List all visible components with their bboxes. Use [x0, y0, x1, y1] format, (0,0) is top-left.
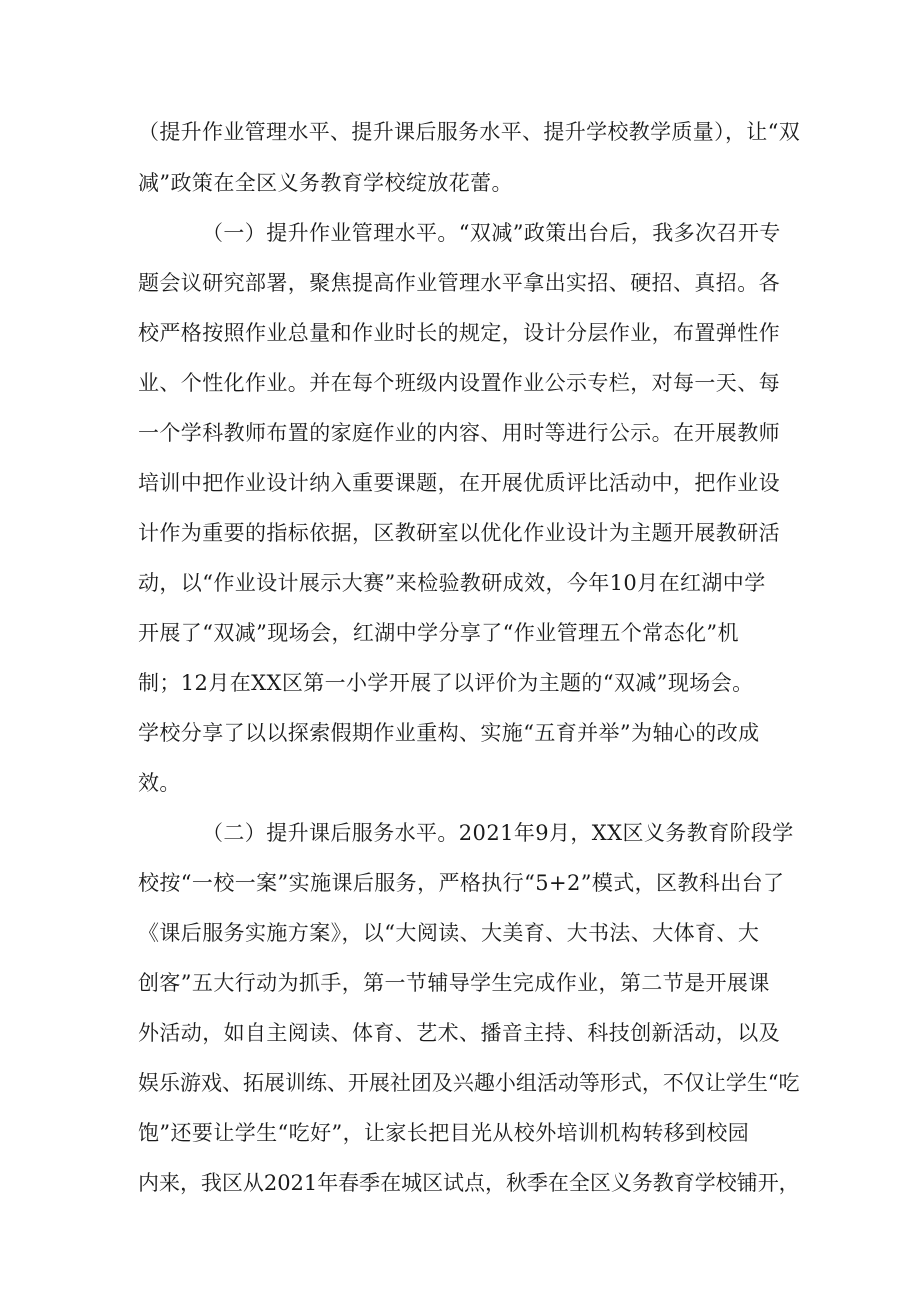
text-line: 外活动，如自主阅读、体育、艺术、播音主持、科技创新活动，以及 — [138, 1021, 780, 1045]
text-line: 内来，我区从2021年春季在城区试点，秋季在全区义务教育学校铺开， — [138, 1171, 800, 1195]
section-heading-line: （一）提升作业管理水平。“双减”政策出台后，我多次召开专 — [202, 221, 781, 245]
text-line: 动，以“作业设计展示大赛”来检验教研成效，今年10月在红湖中学 — [138, 571, 766, 595]
text-line: 创客”五大行动为抓手，第一节辅导学生完成作业，第二节是开展课 — [138, 971, 770, 995]
text-line: 校严格按照作业总量和作业时长的规定，设计分层作业，布置弹性作 — [138, 321, 780, 345]
text-line: 减”政策在全区义务教育学校绽放花蕾。 — [138, 171, 513, 195]
text-line: 业、个性化作业。并在每个班级内设置作业公示专栏，对每一天、每 — [138, 371, 780, 395]
section-heading-line: （二）提升课后服务水平。2021年9月，XX区义务教育阶段学 — [202, 821, 794, 845]
text-line: 《课后服务实施方案》，以“大阅读、大美育、大书法、大体育、大 — [138, 921, 760, 945]
text-line: 开展了“双减”现场会，红湖中学分享了“作业管理五个常态化”机 — [138, 621, 739, 645]
text-line: 培训中把作业设计纳入重要课题，在开展优质评比活动中，把作业设 — [138, 471, 780, 495]
text-line: 饱”还要让学生“吃好”，让家长把目光从校外培训机构转移到校园 — [138, 1121, 750, 1145]
text-line: 校按“一校一案”实施课后服务，严格执行“5+2”模式，区教科出台了 — [138, 871, 785, 895]
text-line: （提升作业管理水平、提升课后服务水平、提升学校教学质量），让“双 — [138, 120, 801, 144]
text-line: 制；12月在XX区第一小学开展了以评价为主题的“双减”现场会。 — [138, 671, 754, 695]
text-line: 学校分享了以以探索假期作业重构、实施“五育并举”为轴心的改成 — [138, 721, 760, 745]
text-line: 题会议研究部署，聚焦提高作业管理水平拿出实招、硬招、真招。各 — [138, 271, 780, 295]
text-line: 一个学科教师布置的家庭作业的内容、用时等进行公示。在开展教师 — [138, 421, 780, 445]
text-line: 娱乐游戏、拓展训练、开展社团及兴趣小组活动等形式，不仅让学生“吃 — [138, 1071, 800, 1095]
text-line: 计作为重要的指标依据，区教研室以优化作业设计为主题开展教研活 — [138, 521, 780, 545]
text-line: 效。 — [138, 771, 181, 795]
